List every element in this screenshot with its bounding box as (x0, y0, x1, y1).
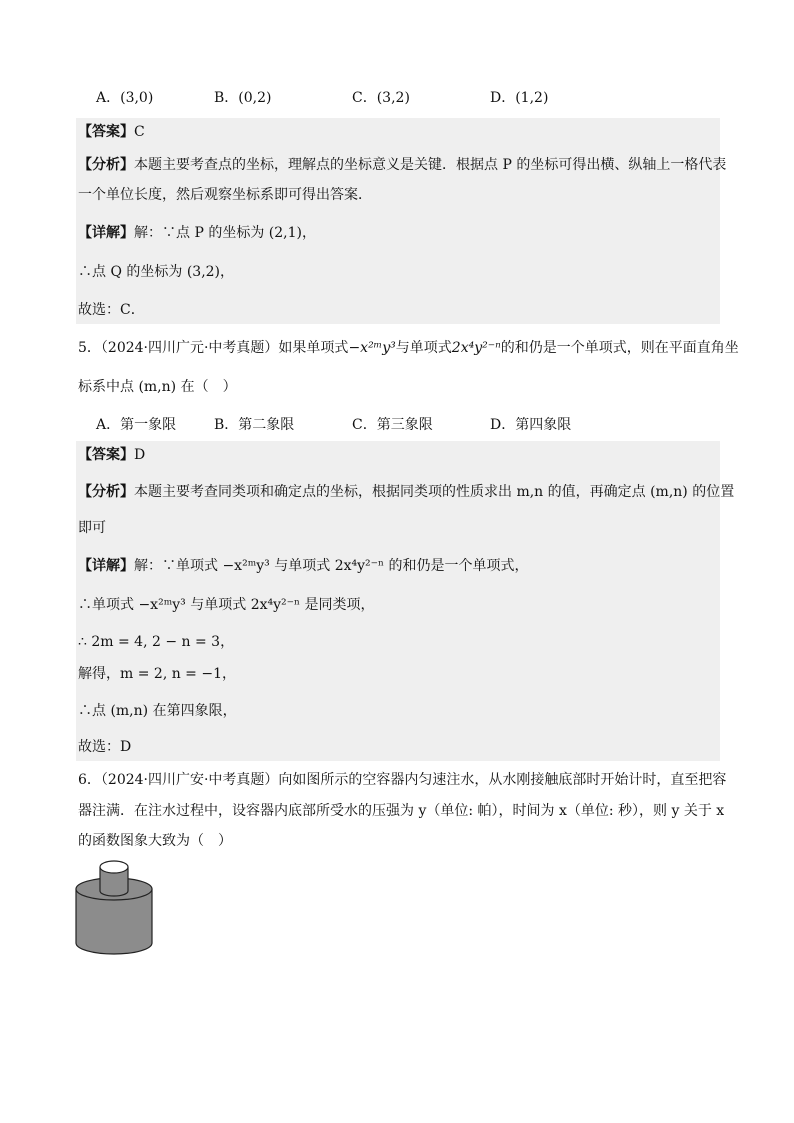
answer-label: 【答案】 (78, 447, 134, 463)
analysis-label: 【分析】 (78, 484, 134, 500)
q5-answer (78, 445, 145, 465)
top-cylinder-top (100, 861, 128, 873)
q5-detail-line-4: 解得，m = 2, n = −1， (78, 666, 236, 682)
q4-option-b[interactable]: B．(0,2) (214, 90, 272, 106)
analysis-label: 【分析】 (78, 157, 134, 173)
q4-solution-block (76, 118, 720, 324)
q5-option-c[interactable]: C．第三象限 (352, 417, 433, 433)
detail-label: 【详解】 (78, 225, 134, 241)
q4-detail-line-1 (78, 223, 316, 243)
q5-stem-a: 5．（2024·四川广元·中考真题）如果单项式 (78, 340, 349, 356)
q5-analysis-line-2: 即可 (78, 520, 106, 536)
q5-stem-line-2: 标系中点 (m,n) 在（ ） (78, 379, 237, 395)
q5-stem-line-1 (78, 338, 739, 358)
q5-detail-line-2: ∴单项式 −x²ᵐy³ 与单项式 2x⁴y²⁻ⁿ 是同类项， (78, 597, 375, 613)
detail-label: 【详解】 (78, 558, 134, 574)
analysis-text: 本题主要考查点的坐标，理解点的坐标意义是关键．根据点 P 的坐标可得出横、纵轴上一格代表 (134, 157, 727, 173)
container-figure (70, 855, 170, 961)
q4-option-d[interactable]: D．(1,2) (490, 90, 549, 106)
q6-stem-line-2: 器注满．在注水过程中，设容器内底部所受水的压强为 y（单位: 帕），时间为 x（单位: 秒），则 y 关于 x (78, 803, 725, 819)
q4-analysis-line-1 (78, 155, 726, 175)
q4-option-c[interactable]: C．(3,2) (352, 90, 410, 106)
q5-stem-b: 与单项式 (395, 340, 452, 356)
q5-detail-line-1 (78, 556, 529, 576)
q5-analysis-line-1 (78, 482, 734, 502)
q5-monomial-1: −x²ᵐy³ (348, 340, 396, 356)
q5-monomial-2: 2x⁴y²⁻ⁿ (451, 340, 501, 356)
answer-label: 【答案】 (78, 124, 134, 140)
detail-text: 解：∵单项式 −x²ᵐy³ 与单项式 2x⁴y²⁻ⁿ 的和仍是一个单项式， (134, 558, 529, 574)
answer-value: C (134, 124, 145, 140)
q5-detail-line-5: ∴点 (m,n) 在第四象限， (78, 703, 237, 719)
q5-stem-c: 的和仍是一个单项式，则在平面直角坐 (500, 340, 739, 356)
q5-option-d[interactable]: D．第四象限 (490, 417, 572, 433)
q5-choose: 故选：D (78, 739, 132, 755)
answer-value: D (134, 447, 146, 463)
q4-answer (78, 122, 145, 142)
q6-stem-line-1: 6．（2024·四川广安·中考真题）向如图所示的空容器内匀速注水，从水刚接触底部时开始计时，直至把容 (78, 772, 727, 788)
q6-stem-line-3: 的函数图象大致为（ ） (78, 833, 232, 849)
q4-choose: 故选：C． (78, 302, 145, 318)
q4-option-a[interactable]: A．(3,0) (96, 90, 154, 106)
q5-option-a[interactable]: A．第一象限 (96, 417, 177, 433)
analysis-text: 本题主要考查同类项和确定点的坐标，根据同类项的性质求出 m,n 的值，再确定点 (m,n) 的位置 (134, 484, 735, 500)
q5-detail-line-3: ∴ 2m = 4, 2 − n = 3， (78, 634, 235, 650)
q4-detail-line-2: ∴点 Q 的坐标为 (3,2)， (78, 264, 235, 280)
detail-text: 解：∵点 P 的坐标为 (2,1)， (134, 225, 316, 241)
q4-analysis-line-2: 一个单位长度，然后观察坐标系即可得出答案． (78, 187, 372, 203)
q5-option-b[interactable]: B．第二象限 (214, 417, 295, 433)
